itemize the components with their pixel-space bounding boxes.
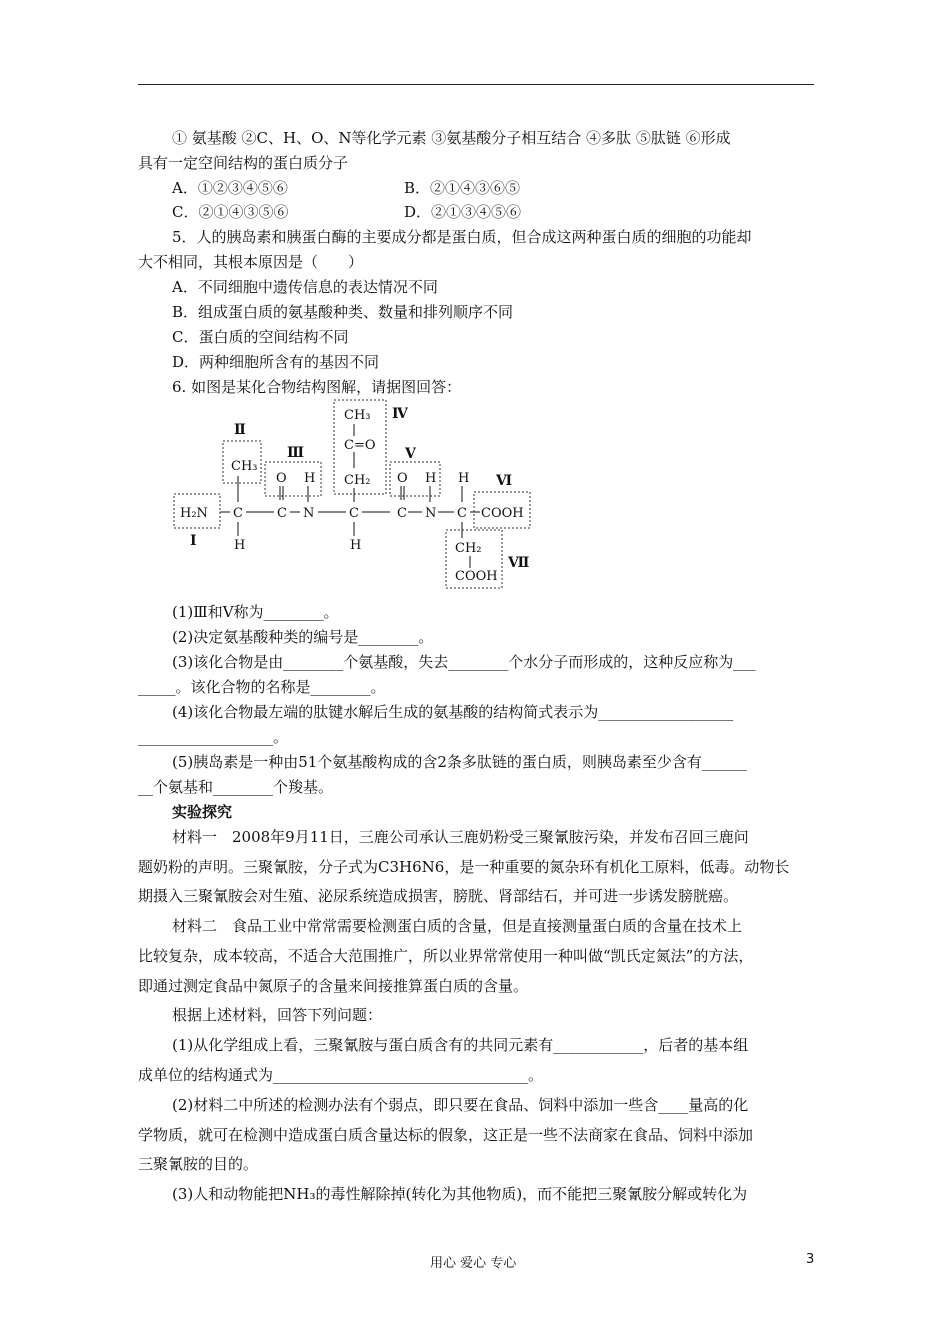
experiment-q2-line3: 三聚氰胺的目的。 bbox=[138, 1155, 259, 1173]
diagram-label-i: Ⅰ bbox=[190, 533, 197, 549]
experiment-q2-line2: 学物质，就可在检测中造成蛋白质含量达标的假象，这正是一些不法商家在食品、饲料中添加 bbox=[138, 1126, 754, 1144]
diagram-cooh-2: COOH bbox=[455, 569, 498, 584]
diagram-h3: H bbox=[350, 538, 362, 553]
diagram-h5: H bbox=[458, 471, 470, 486]
header-rule bbox=[138, 84, 814, 85]
q5-option-c: C．蛋白质的空间结构不同 bbox=[172, 328, 349, 346]
q6-sub2: (2)决定氨基酸种类的编号是________。 bbox=[172, 628, 434, 646]
q4-option-d: D．②①③④⑤⑥ bbox=[404, 203, 522, 221]
q6-sub5-line1: (5)胰岛素是一种由51个氨基酸构成的含2条多肽链的蛋白质，则胰岛素至少含有______ bbox=[172, 753, 747, 771]
q5-option-d: D．两种细胞所含有的基因不同 bbox=[172, 353, 380, 371]
q4-option-a: A．①②③④⑤⑥ bbox=[172, 179, 288, 197]
diagram-c4: C bbox=[397, 506, 407, 521]
material2-line1: 材料二 食品工业中常常需要检测蛋白质的含量，但是直接测量蛋白质的含量在技术上 bbox=[172, 917, 743, 935]
q6-sub3-line1: (3)该化合物是由________个氨基酸，失去________个水分子而形成的，这种反应称为___ bbox=[172, 653, 756, 671]
experiment-q1-line1: (1)从化学组成上看，三聚氰胺与蛋白质含有的共同元素有____________，后者的基本组 bbox=[172, 1036, 749, 1054]
experiment-q2-line1: (2)材料二中所述的检测办法有个弱点，即只要在食品、饲料中添加一些含____量高的化 bbox=[172, 1096, 749, 1114]
experiment-q1-line2: 成单位的结构通式为__________________________________。 bbox=[138, 1066, 544, 1084]
diagram-label-vii: Ⅶ bbox=[508, 555, 530, 571]
diagram-ch2-2: CH₂ bbox=[455, 541, 482, 556]
material1-line2: 题奶粉的声明。三聚氰胺，分子式为C3H6N6，是一种重要的氮杂环有机化工原料，低毒。动物长 bbox=[138, 858, 790, 876]
diagram-c5: C bbox=[457, 506, 467, 521]
diagram-label-vi: Ⅵ bbox=[496, 473, 513, 489]
diagram-o2: O bbox=[397, 471, 408, 486]
diagram-c1: C bbox=[233, 506, 243, 521]
diagram-n2: N bbox=[425, 506, 437, 521]
diagram-cooh-1: COOH bbox=[481, 506, 524, 521]
q6-sub4-line1: (4)该化合物最左端的肽键水解后生成的氨基酸的结构简式表示为__________________ bbox=[172, 703, 734, 721]
diagram-c2: C bbox=[277, 506, 287, 521]
q4-option-b: B．②①④③⑥⑤ bbox=[404, 179, 521, 197]
q5-line1: 5．人的胰岛素和胰蛋白酶的主要成分都是蛋白质，但合成这两种蛋白质的细胞的功能却 bbox=[172, 228, 752, 246]
q6-sub4-line2: __________________。 bbox=[138, 728, 289, 746]
q5-line2: 大不相同，其根本原因是（ ） bbox=[138, 253, 364, 271]
diagram-c3: C bbox=[349, 506, 359, 521]
diagram-ch2-1: CH₂ bbox=[344, 473, 371, 488]
diagram-c-eq-o: C=O bbox=[344, 438, 376, 453]
diagram-label-ii: Ⅱ bbox=[234, 422, 246, 438]
q5-option-b: B．组成蛋白质的氨基酸种类、数量和排列顺序不同 bbox=[172, 303, 514, 321]
material1-line1: 材料一 2008年9月11日，三鹿公司承认三鹿奶粉受三聚氰胺污染，并发布召回三鹿问 bbox=[172, 828, 749, 846]
diagram-label-iv: Ⅳ bbox=[392, 406, 408, 422]
q6-intro: 6. 如图是某化合物结构图解，请据图回答： bbox=[172, 378, 462, 396]
experiment-heading: 实验探究 bbox=[172, 803, 233, 821]
diagram-h1: H bbox=[234, 538, 246, 553]
footer-motto: 用心 爱心 专心 bbox=[430, 1256, 517, 1271]
q4-option-c: C．②①④③⑤⑥ bbox=[172, 203, 289, 221]
diagram-n1: N bbox=[303, 506, 315, 521]
q4-line2: 具有一定空间结构的蛋白质分子 bbox=[138, 154, 349, 172]
material2-line3: 即通过测定食品中氮原子的含量来间接推算蛋白质的含量。 bbox=[138, 977, 529, 995]
q6-sub5-line2: __个氨基和________个羧基。 bbox=[138, 778, 334, 796]
material1-line3: 期摄入三聚氰胺会对生殖、泌尿系统造成损害，膀胱、肾部结石，并可进一步诱发膀胱癌。 bbox=[138, 887, 739, 905]
diagram-h2: H bbox=[304, 471, 316, 486]
q4-line1: ① 氨基酸 ②C、H、O、N等化学元素 ③氨基酸分子相互结合 ④多肽 ⑤肽链 ⑥形成 bbox=[172, 129, 731, 147]
diagram-ch3-2: CH₃ bbox=[344, 408, 371, 423]
material2-line2: 比较复杂，成本较高，不适合大范围推广，所以业界常常使用一种叫做“凯氏定氮法”的方法， bbox=[138, 947, 754, 965]
q6-sub3-line2: _____。该化合物的名称是________。 bbox=[138, 678, 386, 696]
tripeptide-structure-diagram bbox=[160, 394, 560, 594]
page-number: 3 bbox=[806, 1252, 815, 1267]
experiment-q3-line1: (3)人和动物能把NH₃的毒性解除掉(转化为其他物质)，而不能把三聚氰胺分解或转化为 bbox=[172, 1185, 748, 1203]
q6-sub1: (1)Ⅲ和Ⅴ称为________。 bbox=[172, 603, 339, 621]
diagram-label-iii: Ⅲ bbox=[287, 445, 305, 461]
q5-option-a: A．不同细胞中遗传信息的表达情况不同 bbox=[172, 278, 438, 296]
diagram-ch3-1: CH₃ bbox=[231, 459, 258, 474]
diagram-label-v: Ⅴ bbox=[405, 446, 416, 462]
experiment-prompt: 根据上述材料，回答下列问题： bbox=[172, 1006, 383, 1024]
diagram-h2n: H₂N bbox=[180, 506, 208, 521]
diagram-h4: H bbox=[425, 471, 437, 486]
diagram-o1: O bbox=[276, 471, 287, 486]
